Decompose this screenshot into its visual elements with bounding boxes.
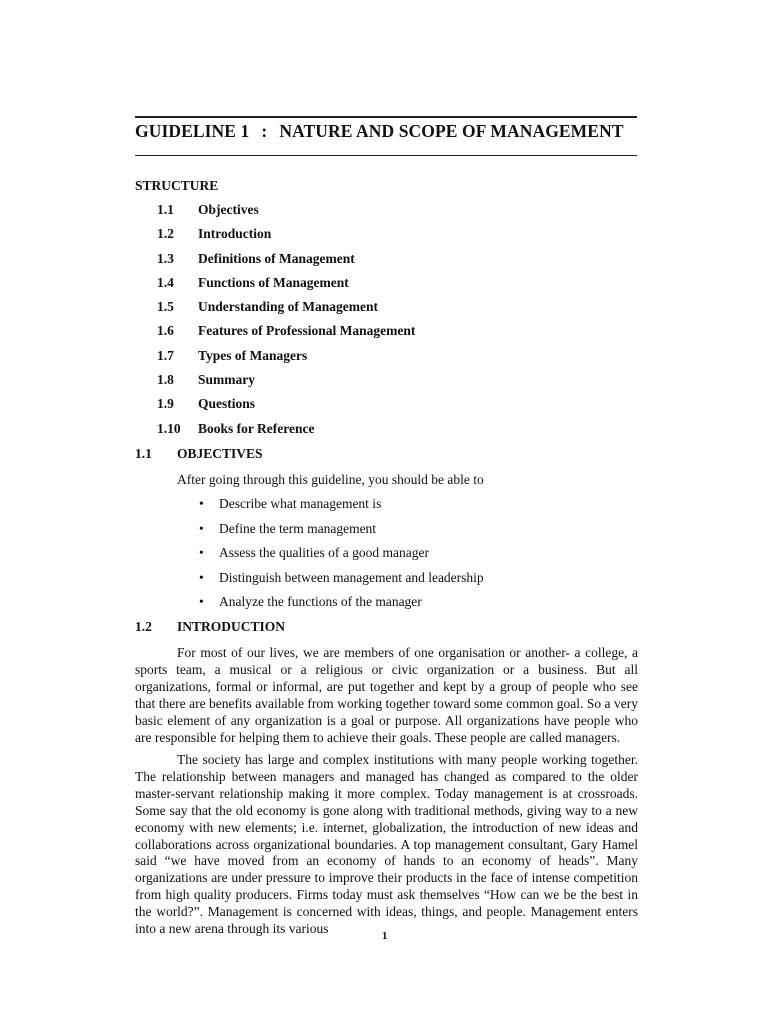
structure-item-label: Introduction: [198, 226, 272, 242]
structure-item-number: 1.10: [157, 420, 181, 436]
chapter-title-text: NATURE AND SCOPE OF MANAGEMENT: [279, 121, 624, 141]
page-number: 1: [382, 930, 388, 942]
structure-item-number: 1.5: [157, 299, 174, 315]
structure-item-number: 1.4: [157, 274, 174, 290]
chapter-label: GUIDELINE 1: [135, 121, 250, 141]
objectives-heading: [135, 446, 263, 462]
list-item-text: Define the term management: [219, 520, 377, 536]
structure-item: [157, 275, 415, 299]
list-item-text: Distinguish between management and leadership: [219, 569, 484, 585]
section-number: 1.2: [135, 619, 152, 634]
structure-item-number: 1.1: [157, 202, 174, 217]
structure-item: [157, 323, 415, 347]
bullet-icon: •: [199, 496, 204, 511]
structure-item: [157, 202, 415, 226]
structure-item-label: Features of Professional Management: [198, 323, 416, 339]
structure-list: [157, 202, 415, 445]
structure-item-number: 1.6: [157, 323, 174, 339]
list-item: [199, 570, 484, 595]
objectives-list: [199, 496, 484, 619]
bullet-icon: •: [199, 520, 204, 536]
bullet-icon: •: [199, 545, 204, 560]
structure-item: [157, 421, 415, 445]
chapter-title: [135, 121, 637, 142]
objectives-intro: After going through this guideline, you should be able to: [177, 472, 484, 487]
structure-item-label: Definitions of Management: [198, 250, 355, 266]
introduction-heading: [135, 619, 285, 635]
structure-item-number: 1.7: [157, 347, 174, 363]
chapter-separator: :: [261, 121, 268, 141]
structure-heading: STRUCTURE: [135, 178, 219, 193]
structure-item-label: Books for Reference: [198, 420, 315, 436]
list-item-text: Analyze the functions of the manager: [219, 594, 422, 609]
structure-item: [157, 299, 415, 323]
bullet-icon: •: [199, 569, 204, 585]
structure-item-number: 1.8: [157, 372, 174, 388]
structure-item: [157, 396, 415, 420]
structure-item-label: Types of Managers: [198, 347, 308, 363]
bullet-icon: •: [199, 594, 204, 609]
section-title: OBJECTIVES: [177, 446, 263, 461]
structure-item-label: Understanding of Management: [198, 299, 379, 315]
structure-item-label: Summary: [198, 372, 255, 388]
section-title: INTRODUCTION: [177, 619, 286, 634]
list-item-text: Describe what management is: [219, 496, 382, 511]
structure-item: [157, 372, 415, 396]
structure-item: [157, 226, 415, 250]
structure-item-label: Objectives: [198, 202, 259, 217]
list-item: [199, 496, 484, 521]
structure-item: [157, 348, 415, 372]
structure-item-number: 1.3: [157, 250, 174, 266]
structure-item-number: 1.9: [157, 396, 174, 412]
title-top-rule: [135, 116, 637, 118]
list-item: [199, 521, 484, 546]
structure-item-label: Functions of Management: [198, 274, 349, 290]
intro-paragraph-2: The society has large and complex institutions with many people working together. The relationship between managers and managed has changed as compared to the older master-servant relationship making it more complex. Today management is at crossroads. Some say that the old economy is gone along with traditional methods, giving way to a new economy with new elements; i.e. internet, globalization, the introduction of new ideas and collaborations across organizational boundaries. A top management consultant, Gary Hamel said “we have moved from an economy of hands to an economy of heads”. Many organizations are under pressure to improve their products in the face of intense competition from high quality producers. Firms today must ask themselves “How can we be the best in the world?”. Management is concerned with ideas, things, and people. Management enters into a new arena through its various: [135, 752, 638, 937]
structure-item-number: 1.2: [157, 226, 174, 242]
title-bottom-rule: [135, 155, 637, 156]
list-item-text: Assess the qualities of a good manager: [219, 545, 429, 560]
list-item: [199, 594, 484, 619]
section-number: 1.1: [135, 446, 152, 461]
structure-item: [157, 251, 415, 275]
structure-item-label: Questions: [198, 396, 256, 412]
intro-paragraph-1: For most of our lives, we are members of one organisation or another- a college, a sports team, a musical or a religious or civic organization or a business. But all organizations, formal or informal, are put together and kept by a group of people who see that there are benefits available from working together toward some common goal. So a very basic element of any organization is a goal or purpose. All organizations have people who are responsible for helping them to achieve their goals. These people are called managers.: [135, 645, 638, 745]
list-item: [199, 545, 484, 570]
